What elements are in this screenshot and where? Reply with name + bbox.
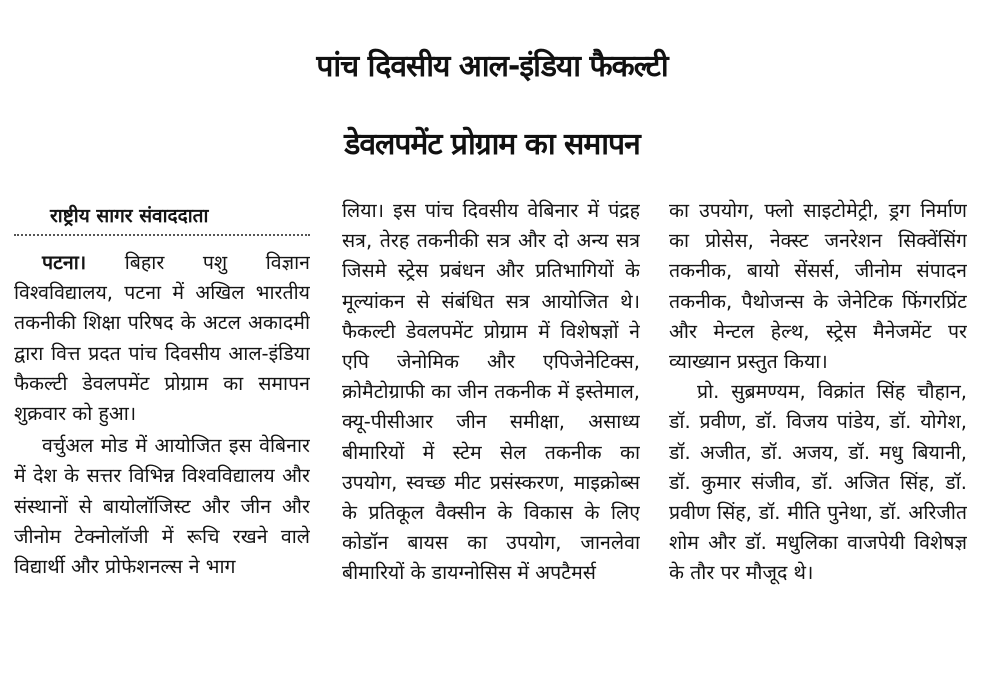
paragraph-1-text: बिहार पशु विज्ञान विश्वविद्यालय, पटना में अखिल भारतीय तकनीकी शिक्षा परिषद के अटल अकादमी द्वारा वित्त प्रदत पांच दिवसीय आल-इंडिया फैकल्टी डेवलपमेंट प्रोग्राम का समापन शुक्रवार को हुआ।: [14, 251, 310, 426]
article-column-1: [14, 196, 310, 582]
headline-line-1: पांच दिवसीय आल-इंडिया फैकल्टी: [316, 49, 668, 84]
article-paragraph-1: [14, 248, 310, 429]
article-paragraph-2: वर्चुअल मोड में आयोजित इस वेबिनार में देश के सत्तर विभिन्न विश्वविद्यालय और संस्थानों से बायोलॉजिस्ट और जीन और जीनोम टेक्नोलॉजी में रूचि रखने वाले विद्यार्थी और प्रोफेशनल्स ने भाग: [14, 434, 310, 579]
article-column-2: [342, 196, 640, 589]
article-paragraph-2-end: का उपयोग, फ्लो साइटोमेट्री, ड्रग निर्माण का प्रोसेस, नेक्स्ट जनरेशन सिक्वेंसिंग तकनीक, बायो सेंसर्स, जीनोम संपादन तकनीक, पैथोजन्स के जेनेटिक फिंगरप्रिंट और मेन्टल हेल्थ, स्ट्रेस मैनेजमेंट पर व्याख्यान प्रस्तुत किया।: [669, 199, 967, 374]
headline: [0, 28, 984, 184]
dateline: पटना।: [42, 251, 87, 274]
article-column-3: [669, 196, 967, 589]
headline-line-2: डेवलपमेंट प्रोग्राम का समापन: [344, 127, 640, 162]
article-paragraph-3: प्रो. सुब्रमण्यम, विक्रांत सिंह चौहान, डॉ. प्रवीण, डॉ. विजय पांडेय, डॉ. योगेश, डॉ. अजीत, डॉ. अजय, डॉ. मधु बियानी, डॉ. कुमार संजीव, डॉ. अजित सिंह, डॉ. प्रवीण सिंह, डॉ. मीति पुनेथा, डॉ. अरिजीत शोम और डॉ. मधुलिका वाजपेयी विशेषज्ञ के तौर पर मौजूद थे।: [669, 380, 967, 585]
article-paragraph-2-continued: लिया। इस पांच दिवसीय वेबिनार में पंद्रह सत्र, तेरह तकनीकी सत्र और दो अन्य सत्र जिसमे स्ट्रेस प्रबंधन और प्रतिभागियों के मूल्यांकन से संबंधित सत्र आयोजित थे। फैकल्टी डेवलपमेंट प्रोग्राम में विशेषज्ञों ने एपि जेनोमिक और एपिजेनेटिक्स, क्रोमैटोग्राफी का जीन तकनीक में इस्तेमाल, क्यू-पीसीआर जीन समीक्षा, असाध्य बीमारियों में स्टेम सेल तकनीक का उपयोग, स्वच्छ मीट प्रसंस्करण, माइक्रोब्स के प्रतिकूल वैक्सीन के विकास के लिए कोडॉन बायस का उपयोग, जानलेवा बीमारियों के डायग्नोसिस में अपटैमर्स: [342, 199, 640, 585]
byline: राष्ट्रीय सागर संवाददाता: [14, 196, 310, 236]
